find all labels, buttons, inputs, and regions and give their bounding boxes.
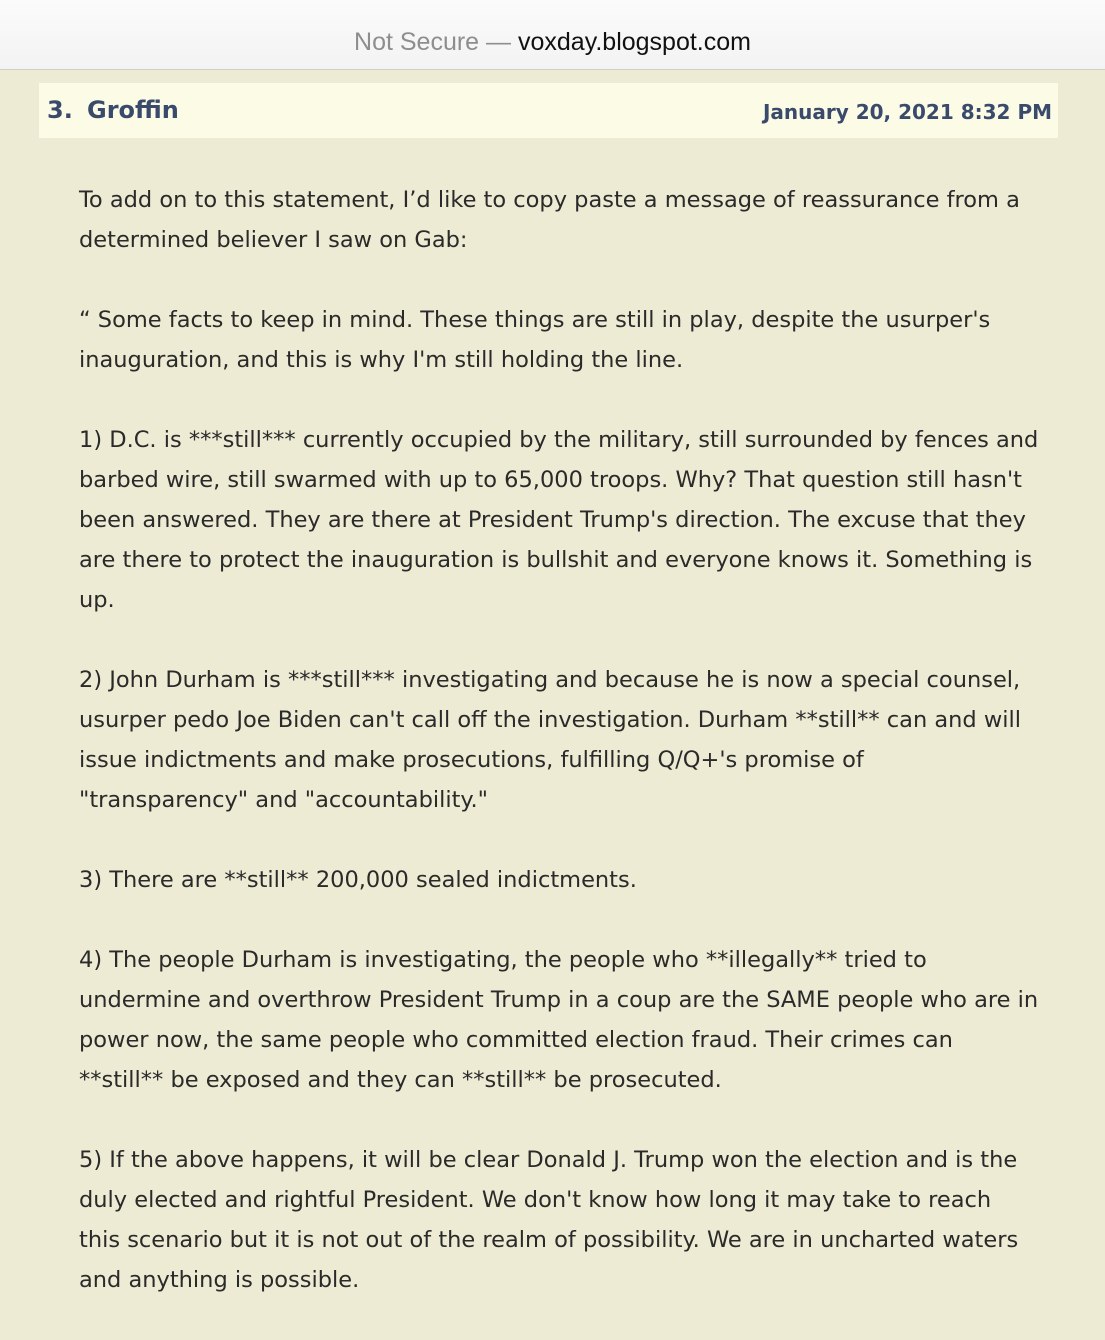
comment-author-link[interactable]: Groffin bbox=[87, 96, 179, 124]
comment-number: 3. bbox=[47, 96, 73, 124]
comment-body bbox=[79, 180, 1039, 1340]
comment-paragraph: 5) If the above happens, it will be clear Donald J. Trump won the election and is the duly elected and rightful President. We don't know how long it may take to reach this scenario but it is not out of the realm of possibility. We are in uncharted waters and anything is possible. bbox=[79, 1147, 1019, 1293]
browser-address-bar[interactable] bbox=[0, 0, 1105, 70]
not-secure-label: Not Secure bbox=[354, 28, 480, 56]
comment-paragraph: 1) D.C. is ***still*** currently occupied by the military, still surrounded by fences and barbed wire, still swarmed with up to 65,000 troops. Why? That question still hasn't been answered. They are there at President Trump's direction. The excuse that they are there to protect the inauguration is bullshit and everyone knows it. Something is up. bbox=[79, 427, 1039, 613]
url-domain: voxday.blogspot.com bbox=[517, 28, 751, 56]
comment-paragraph: 4) The people Durham is investigating, the people who **illegally** tried to undermine and overthrow President Trump in a coup are the SAME people who are in power now, the same people who committed election fraud. Their crimes can **still** be exposed and they can **still** be prosecuted. bbox=[79, 947, 1039, 1093]
comment-paragraph: “ Some facts to keep in mind. These things are still in play, despite the usurper's inauguration, and this is why I'm still holding the line. bbox=[79, 307, 991, 373]
url-display[interactable] bbox=[0, 26, 1105, 58]
url-separator: — bbox=[479, 28, 518, 56]
comment-paragraph: To add on to this statement, I’d like to copy paste a message of reassurance from a determined believer I saw on Gab: bbox=[79, 187, 1020, 253]
comment-paragraph: 2) John Durham is ***still*** investigating and because he is now a special counsel, usurper pedo Joe Biden can't call off the investigation. Durham **still** can and will issue indictments and make prosecutions, fulfilling Q/Q+'s promise of "transparency" and "accountability." bbox=[79, 667, 1022, 813]
comment-timestamp[interactable]: January 20, 2021 8:32 PM bbox=[762, 100, 1052, 124]
comment-header bbox=[39, 83, 1058, 138]
comment-paragraph: 3) There are **still** 200,000 sealed indictments. bbox=[79, 867, 637, 893]
